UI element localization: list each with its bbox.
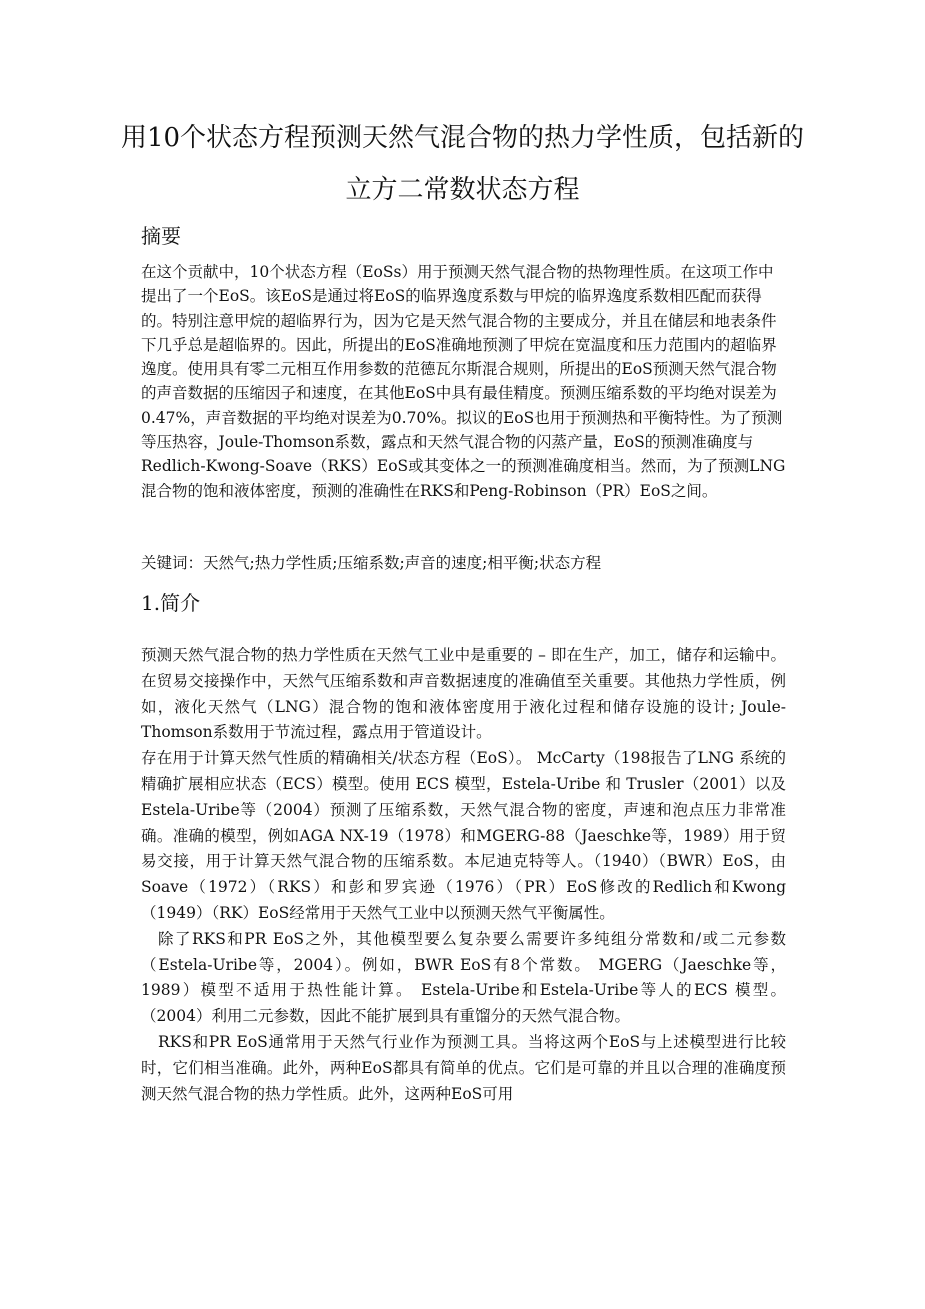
keywords-line: 关键词：天然气;热力学性质;压缩系数;声音的速度;相平衡;状态方程 (141, 554, 602, 572)
abstract-text: 在这个贡献中，10个状态方程（EoSs）用于预测天然气混合物的热物理性质。在这项工作中提出了一个EoS。该EoS是通过将EoS的临界逸度系数与甲烷的临界逸度系数相匹配而获得的。特别注意甲烷的超临界行为，因为它是天然气混合物的主要成分，并且在储层和地表条件下几乎总是超临界的。因此，所提出的EoS准确地预测了甲烷在宽温度和压力范围内的超临界逸度。使用具有零二元相互作用参数的范德瓦尔斯混合规则，所提出的EoS预测天然气混合物的声音数据的压缩因子和速度，在其他EoS中具有最佳精度。预测压缩系数的平均绝对误差为0.47%，声音数据的平均绝对误差为0.70%。拟议的EoS也用于预测热和平衡特性。为了预测等压热容，Joule-Thomson系数，露点和天然气混合物的闪蒸产量，EoS的预测准确度与Redlich-Kwong-Soave（RKS）EoS或其变体之一的预测准确度相当。然而，为了预测LNG混合物的饱和液体密度，预测的准确性在RKS和Peng-Robinson（PR）EoS之间。 (141, 263, 786, 500)
intro-paragraph: 存在用于计算天然气性质的精确相关/状态方程（EoS）。 McCarty（198报告了LNG 系统的精确扩展相应状态（ECS）模型。使用 ECS 模型，Estela-Uribe 和 Trusler（2001）以及Estela-Uribe等（2004）预测了压缩系数，天然气混合物的密度，声速和泡点压力非常准确。准确的模型，例如AGA NX-19（1978）和MGERG-88（Jaeschke等，1989）用于贸易交接，用于计算天然气混合物的压缩系数。本尼迪克特等人。（1940）（BWR）EoS，由Soave（1972）（RKS）和彭和罗宾逊（1976）（PR）EoS修改的Redlich和Kwong（1949）（RK）EoS经常用于天然气工业中以预测天然气平衡属性。 (141, 749, 786, 922)
intro-paragraph: 除了RKS和PR EoS之外，其他模型要么复杂要么需要许多纯组分常数和/或二元参数（Estela-Uribe等，2004）。例如，BWR EoS有8个常数。 MGERG（Jaeschke等，1989）模型不适用于热性能计算。 Estela-Uribe和Estela-Uribe等人的ECS 模型。 （2004）利用二元参数，因此不能扩展到具有重馏分的天然气混合物。 (141, 929, 786, 1026)
document-title: 用10个状态方程预测天然气混合物的热力学性质，包括新的立方二常数状态方程 (120, 123, 805, 205)
abstract-heading: 摘要 (141, 224, 181, 248)
intro-body (141, 643, 786, 1107)
abstract-body (141, 260, 786, 503)
intro-heading: 1.简介 (141, 591, 201, 615)
intro-paragraph: 预测天然气混合物的热力学性质在天然气工业中是重要的 – 即在生产，加工，储存和运输中。在贸易交接操作中，天然气压缩系数和声音数据速度的准确值至关重要。其他热力学性质，例如，液化天然气（LNG）混合物的饱和液体密度用于液化过程和储存设施的设计; Joule-Thomson系数用于节流过程，露点用于管道设计。 (141, 646, 786, 742)
intro-paragraph: RKS和PR EoS通常用于天然气行业作为预测工具。当将这两个EoS与上述模型进行比较时，它们相当准确。此外，两种EoS都具有简单的优点。它们是可靠的并且以合理的准确度预测天然气混合物的热力学性质。此外，这两种EoS可用 (141, 1032, 786, 1103)
